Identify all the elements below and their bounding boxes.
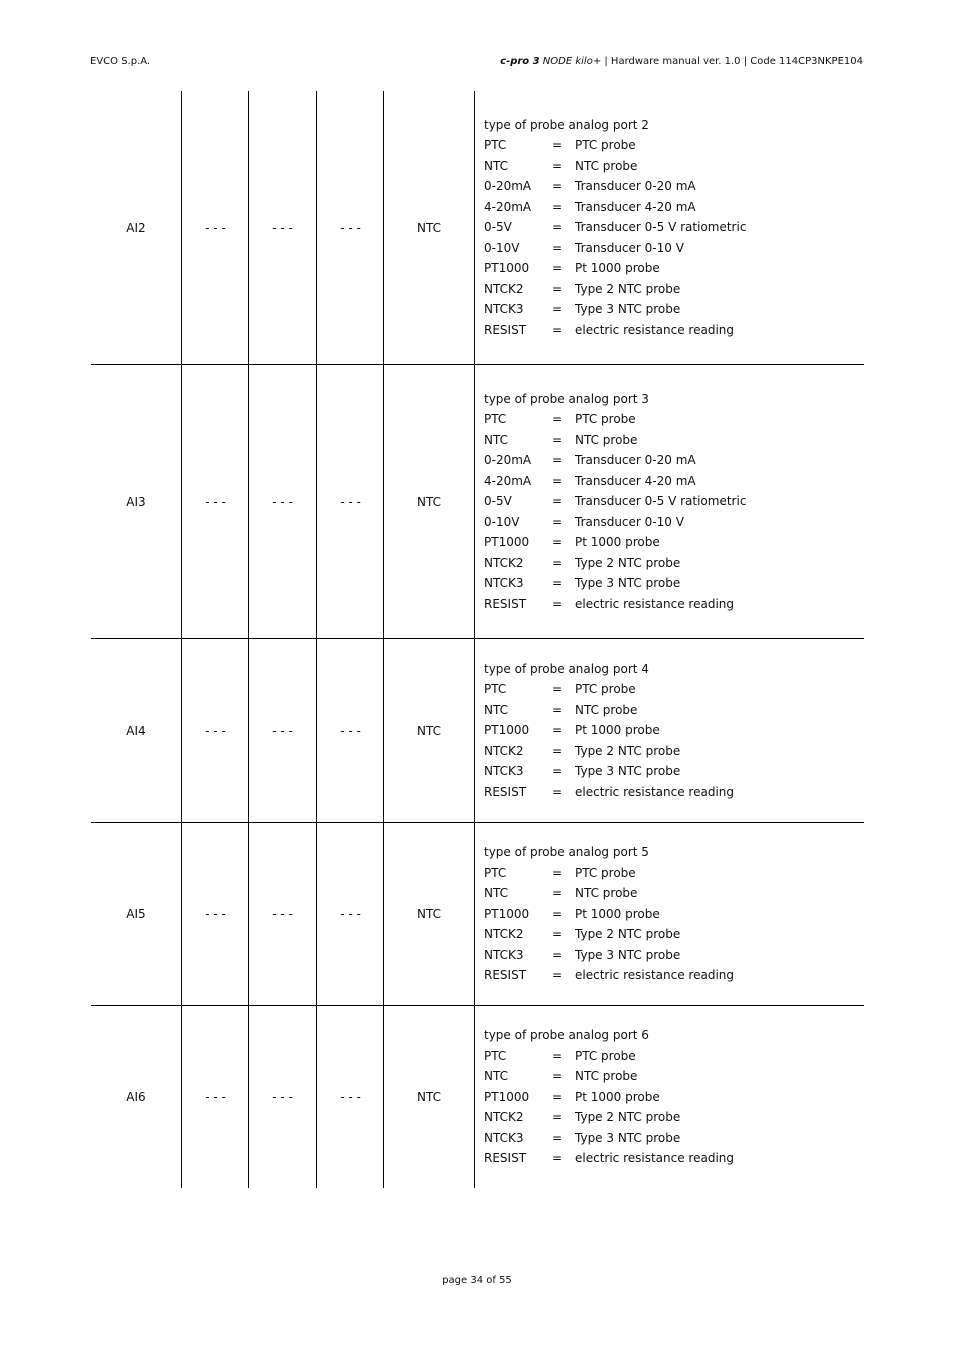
option-text: PTC probe [575,138,636,153]
option-line [484,176,746,197]
option-code: PT1000 [484,535,530,550]
min-value: - - - [181,823,249,1005]
option-text: PTC probe [575,682,636,697]
min-value: - - - [181,365,249,638]
option-code: NTC [484,702,508,717]
description-title: type of probe analog port 3 [484,391,649,406]
option-code: 0-20mA [484,453,532,468]
max-value: - - - [248,91,316,364]
option-line [484,904,734,925]
option-code: 0-10V [484,514,520,529]
option-line [484,782,734,803]
description-cell [474,1006,864,1188]
option-text: PTC probe [575,865,636,880]
option-equals: = [552,302,563,317]
option-equals: = [552,723,563,738]
option-text: electric resistance reading [575,596,735,611]
option-text: Type 2 NTC probe [575,927,681,942]
option-equals: = [552,1048,563,1063]
table-row [91,91,864,365]
default-value: NTC [383,365,474,638]
option-equals: = [552,764,563,779]
option-equals: = [552,432,563,447]
unit-value: - - - [316,1006,384,1188]
default-value: NTC [383,639,474,822]
option-equals: = [552,1089,563,1104]
option-code: RESIST [484,784,527,799]
option-code: NTC [484,432,508,447]
option-equals: = [552,784,563,799]
option-line [484,430,746,451]
option-equals: = [552,576,563,591]
option-equals: = [552,596,563,611]
option-equals: = [552,535,563,550]
option-equals: = [552,1130,563,1145]
option-equals: = [552,199,563,214]
option-line [484,924,734,945]
min-value: - - - [181,1006,249,1188]
option-line [484,491,746,512]
header-company: EVCO S.p.A. [90,56,151,67]
option-code: NTC [484,886,508,901]
option-equals: = [552,682,563,697]
option-code: 0-10V [484,240,520,255]
option-code: NTCK2 [484,281,524,296]
description-title: type of probe analog port 5 [484,845,649,860]
option-code: PTC [484,865,507,880]
header-document-info [500,56,863,67]
option-text: electric resistance reading [575,322,735,337]
option-text: Type 2 NTC probe [575,555,681,570]
option-equals: = [552,158,563,173]
option-text: Transducer 0-20 mA [575,453,696,468]
option-line [484,1128,734,1149]
parameter-name: AI3 [126,494,146,509]
parameter-name: AI2 [126,220,146,235]
option-line [484,1107,734,1128]
min-value: - - - [181,639,249,822]
option-code: 0-5V [484,494,512,509]
option-text: Type 2 NTC probe [575,1110,681,1125]
option-line [484,197,746,218]
table-row [91,639,864,823]
option-code: PT1000 [484,906,530,921]
option-line [484,135,746,156]
option-code: RESIST [484,322,527,337]
option-line [484,573,746,594]
option-equals: = [552,412,563,427]
option-line [484,1148,734,1169]
option-code: PTC [484,682,507,697]
option-line [484,471,746,492]
option-text: NTC probe [575,702,638,717]
option-equals: = [552,555,563,570]
option-code: PTC [484,412,507,427]
option-line [484,299,746,320]
parameter-table [91,91,864,1188]
option-text: Type 3 NTC probe [575,1130,681,1145]
option-equals: = [552,261,563,276]
unit-value: - - - [316,823,384,1005]
option-equals: = [552,743,563,758]
option-text: Pt 1000 probe [575,535,660,550]
unit-value: - - - [316,365,384,638]
option-text: Pt 1000 probe [575,723,660,738]
max-value: - - - [248,639,316,822]
max-value: - - - [248,823,316,1005]
description-title: type of probe analog port 6 [484,1028,649,1043]
option-text: Transducer 4-20 mA [575,473,696,488]
page-number: page 34 of 55 [442,1275,512,1286]
option-code: NTCK2 [484,1110,524,1125]
description-cell [474,91,864,364]
unit-value: - - - [316,91,384,364]
option-text: Type 3 NTC probe [575,302,681,317]
manual-code: | Hardware manual ver. 1.0 | Code 114CP3NKPE104 [601,56,863,67]
product-name: c-pro 3 [500,56,540,67]
option-line [484,450,746,471]
option-text: NTC probe [575,432,638,447]
option-equals: = [552,1110,563,1125]
max-value: - - - [248,1006,316,1188]
option-text: Type 2 NTC probe [575,281,681,296]
option-equals: = [552,138,563,153]
option-code: NTC [484,158,508,173]
description-cell [474,365,864,638]
option-code: PT1000 [484,723,530,738]
option-equals: = [552,906,563,921]
description [475,115,746,341]
option-code: PTC [484,1048,507,1063]
option-equals: = [552,1151,563,1166]
option-text: Pt 1000 probe [575,261,660,276]
option-code: NTCK2 [484,555,524,570]
option-line [484,883,734,904]
option-text: Pt 1000 probe [575,1089,660,1104]
product-variant: NODE kilo+ [539,56,602,67]
default-value: NTC [383,1006,474,1188]
option-code: RESIST [484,1151,527,1166]
option-text: Type 2 NTC probe [575,743,681,758]
option-equals: = [552,473,563,488]
option-code: PTC [484,138,507,153]
option-text: Type 3 NTC probe [575,576,681,591]
unit-value: - - - [316,639,384,822]
option-line [484,965,734,986]
min-value: - - - [181,91,249,364]
option-equals: = [552,865,563,880]
option-line [484,512,746,533]
option-line [484,156,746,177]
option-equals: = [552,927,563,942]
parameter-name: AI4 [126,723,146,738]
option-code: PT1000 [484,1089,530,1104]
option-line [484,720,734,741]
option-text: Transducer 0-20 mA [575,179,696,194]
option-equals: = [552,702,563,717]
option-text: PTC probe [575,412,636,427]
option-line [484,1087,734,1108]
option-line [484,863,734,884]
option-code: 0-5V [484,220,512,235]
option-text: Transducer 0-5 V ratiometric [575,494,747,509]
option-equals: = [552,220,563,235]
option-line [484,679,734,700]
option-text: NTC probe [575,1069,638,1084]
option-text: Transducer 0-5 V ratiometric [575,220,747,235]
option-line [484,258,746,279]
option-code: NTCK3 [484,302,524,317]
option-line [484,594,746,615]
description-cell [474,639,864,822]
option-line [484,532,746,553]
option-code: NTC [484,1069,508,1084]
description-cell [474,823,864,1005]
option-text: Transducer 0-10 V [575,240,684,255]
option-line [484,320,746,341]
description [475,389,746,615]
option-code: RESIST [484,596,527,611]
default-value: NTC [383,823,474,1005]
description [475,1025,734,1169]
table-row [91,823,864,1006]
option-line [484,945,734,966]
default-value: NTC [383,91,474,364]
option-code: 4-20mA [484,473,532,488]
parameter-name: AI6 [126,1090,146,1104]
option-line [484,1046,734,1067]
option-equals: = [552,453,563,468]
description [475,842,734,986]
option-text: NTC probe [575,886,638,901]
option-equals: = [552,494,563,509]
option-line [484,1066,734,1087]
description-title: type of probe analog port 2 [484,117,649,132]
option-text: Type 3 NTC probe [575,764,681,779]
option-code: NTCK3 [484,1130,524,1145]
table-row [91,365,864,639]
option-line [484,279,746,300]
option-equals: = [552,886,563,901]
option-equals: = [552,514,563,529]
max-value: - - - [248,365,316,638]
option-text: electric resistance reading [575,968,735,983]
option-code: NTCK3 [484,947,524,962]
option-code: 0-20mA [484,179,532,194]
option-text: NTC probe [575,158,638,173]
description-title: type of probe analog port 4 [484,661,649,676]
option-text: Pt 1000 probe [575,906,660,921]
option-equals: = [552,179,563,194]
option-text: electric resistance reading [575,1151,735,1166]
option-equals: = [552,1069,563,1084]
option-line [484,700,734,721]
option-equals: = [552,968,563,983]
description [475,659,734,803]
option-text: Type 3 NTC probe [575,947,681,962]
option-equals: = [552,947,563,962]
parameter-name: AI5 [126,907,146,921]
option-line [484,761,734,782]
option-code: NTCK2 [484,743,524,758]
option-code: NTCK3 [484,764,524,779]
option-text: Transducer 4-20 mA [575,199,696,214]
option-line [484,238,746,259]
option-equals: = [552,240,563,255]
option-equals: = [552,322,563,337]
option-code: RESIST [484,968,527,983]
table-row [91,1006,864,1188]
option-code: 4-20mA [484,199,532,214]
option-code: NTCK2 [484,927,524,942]
option-text: Transducer 0-10 V [575,514,684,529]
option-text: PTC probe [575,1048,636,1063]
option-equals: = [552,281,563,296]
option-line [484,553,746,574]
option-line [484,409,746,430]
option-line [484,217,746,238]
option-code: NTCK3 [484,576,524,591]
option-code: PT1000 [484,261,530,276]
option-line [484,741,734,762]
option-text: electric resistance reading [575,784,735,799]
